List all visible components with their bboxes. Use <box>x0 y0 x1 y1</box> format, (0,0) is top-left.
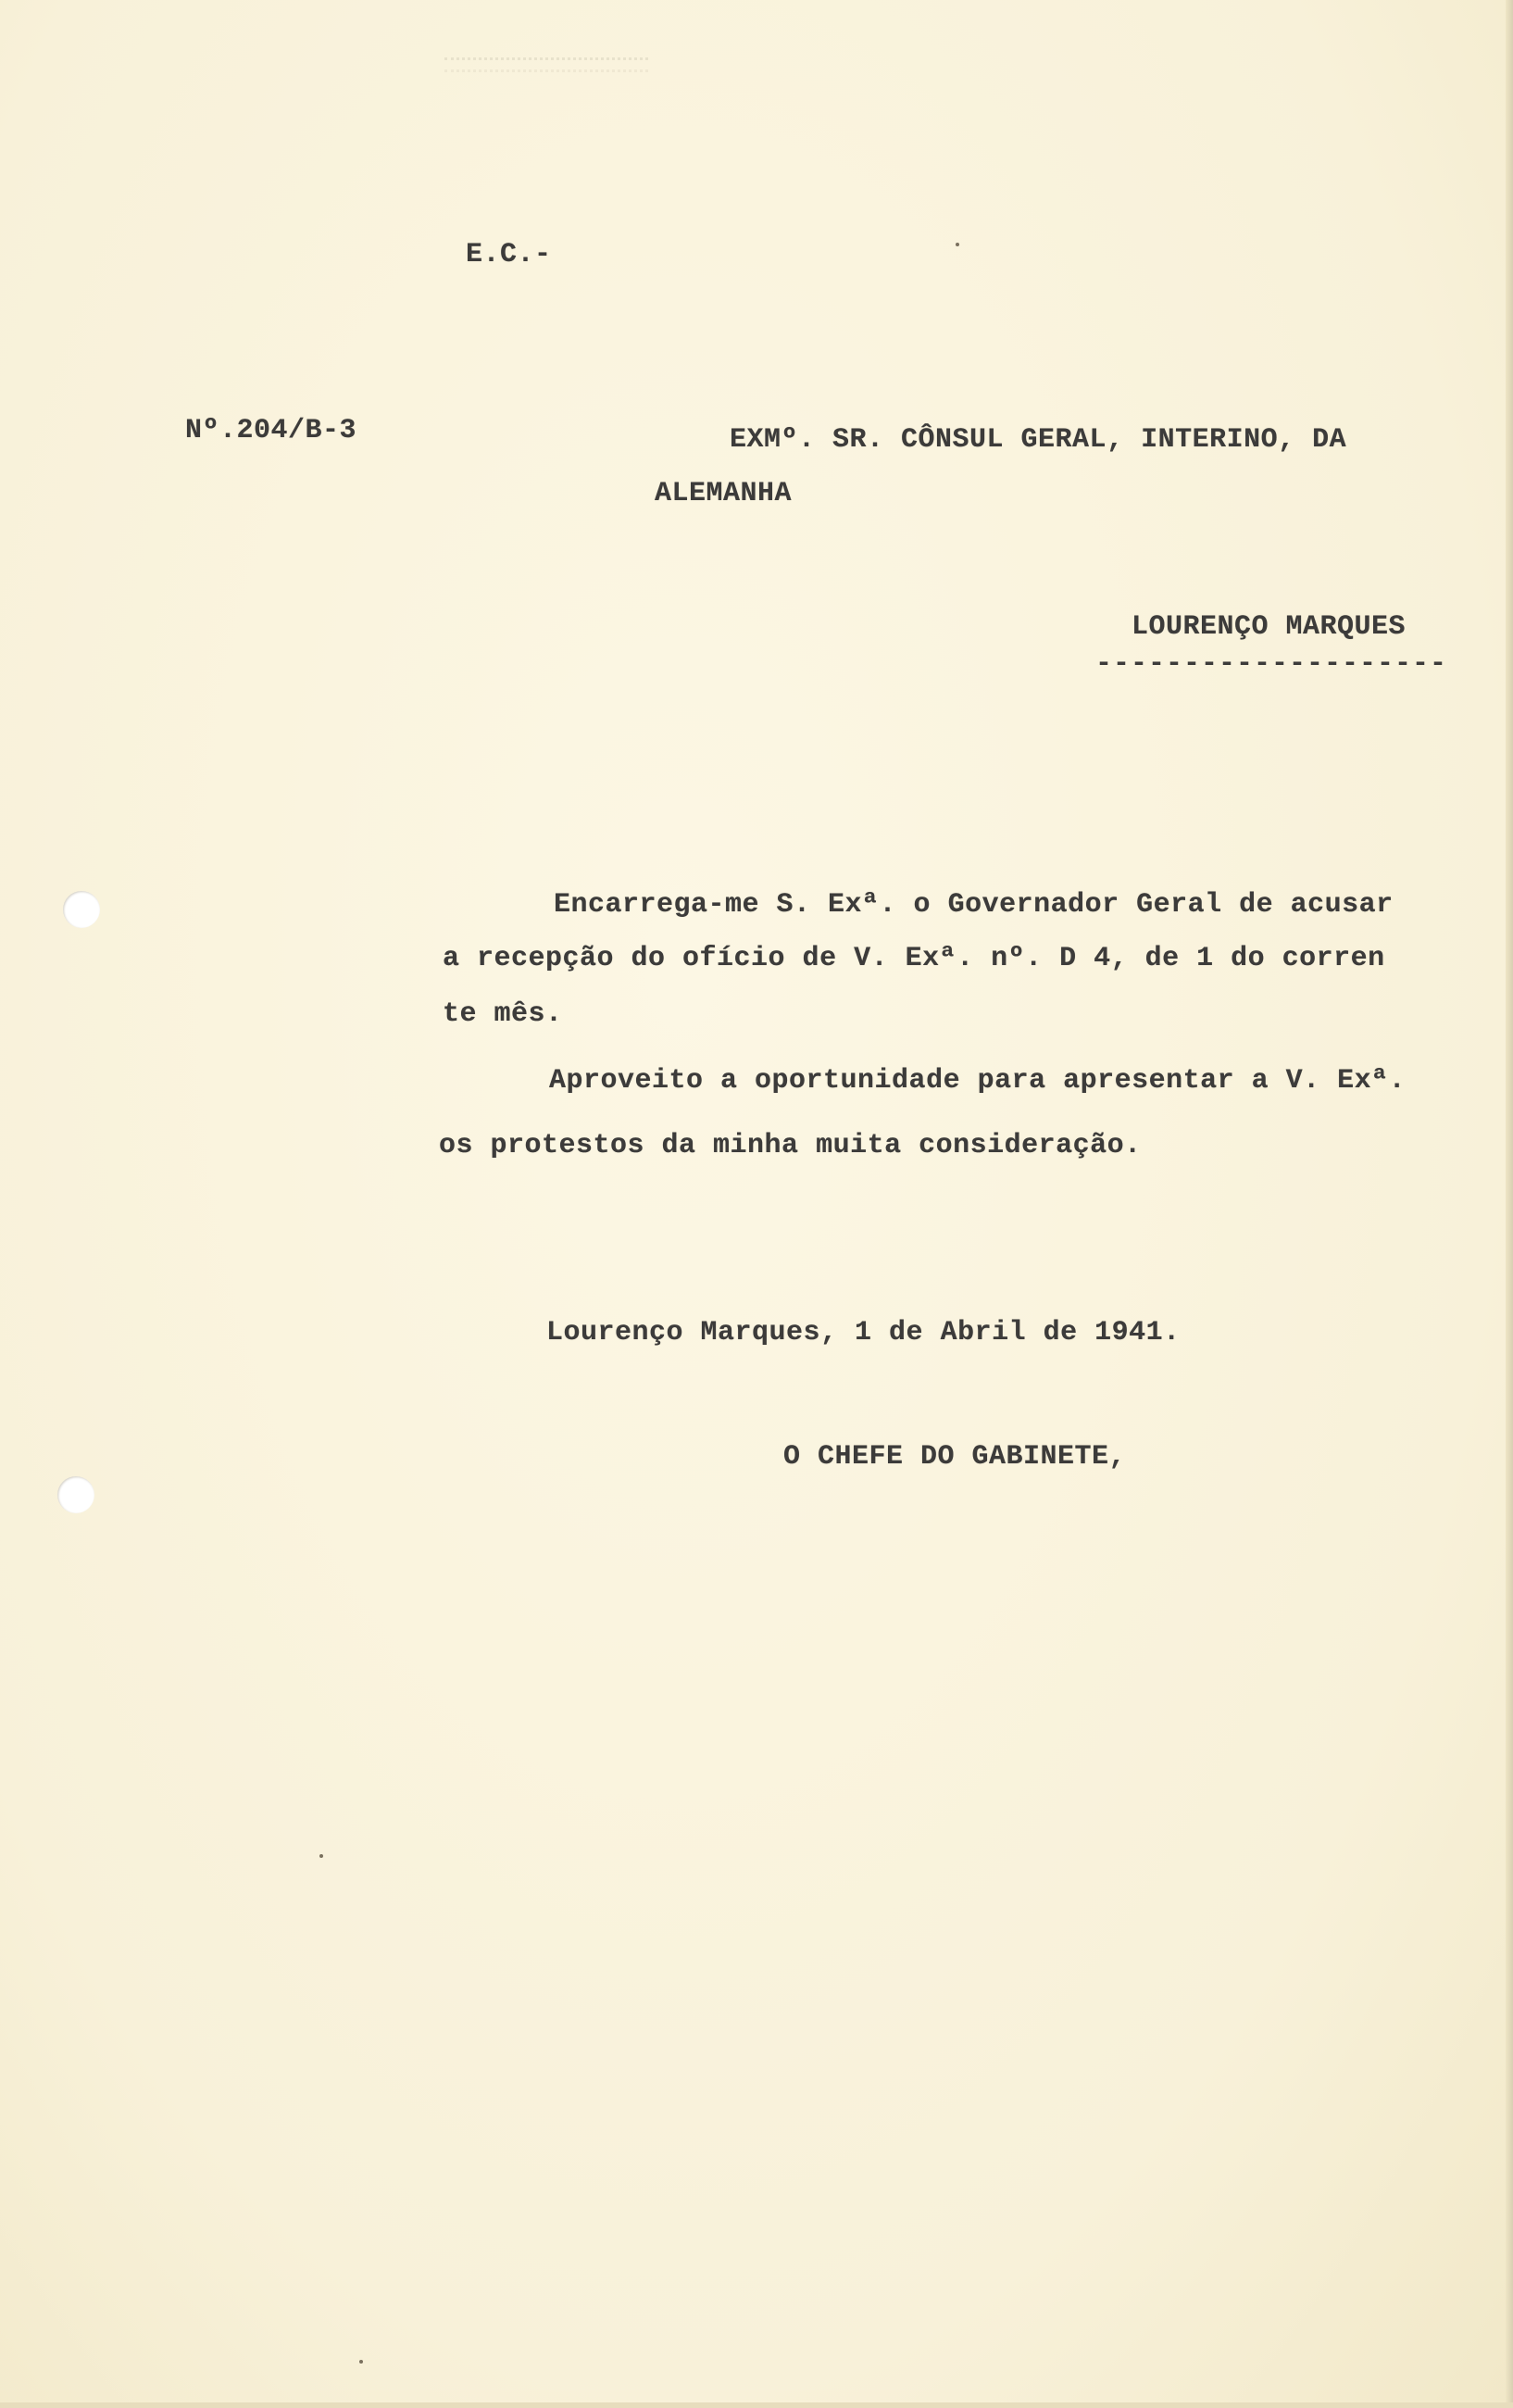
reference-code: E.C.- <box>466 239 552 270</box>
addressee-line-1: EXMº. SR. CÔNSUL GERAL, INTERINO, DA <box>730 424 1347 456</box>
addressee-line-2: ALEMANHA <box>655 478 793 509</box>
punch-hole-bottom <box>57 1476 94 1513</box>
addressee-city: LOURENÇO MARQUES <box>1132 611 1407 643</box>
paper-speck <box>359 2360 363 2364</box>
signature-title: O CHEFE DO GABINETE, <box>783 1441 1127 1473</box>
paper-right-edge <box>1506 0 1513 2408</box>
body-paragraph-2-line-1: Aproveito a oportunidade para apresentar a V. Exª. <box>549 1065 1407 1097</box>
body-paragraph-1-line-1: Encarrega-me S. Exª. o Governador Geral de acusar <box>554 889 1394 921</box>
paper-speck <box>956 243 959 246</box>
body-paragraph-2-line-2: os protestos da minha muita consideração. <box>439 1130 1142 1161</box>
paper-bottom-edge <box>0 2402 1513 2408</box>
body-paragraph-1-line-2: a recepção do ofício de V. Exª. nº. D 4, de 1 do corren <box>443 943 1385 974</box>
date-line: Lourenço Marques, 1 de Abril de 1941. <box>546 1317 1181 1348</box>
body-paragraph-1-line-3: te mês. <box>443 998 563 1030</box>
paper-speck <box>319 1854 323 1858</box>
faint-letterhead-mark <box>444 57 648 72</box>
punch-hole-top <box>63 891 100 928</box>
document-number: Nº.204/B-3 <box>185 415 357 446</box>
city-underline: -------------------- <box>1095 648 1448 680</box>
